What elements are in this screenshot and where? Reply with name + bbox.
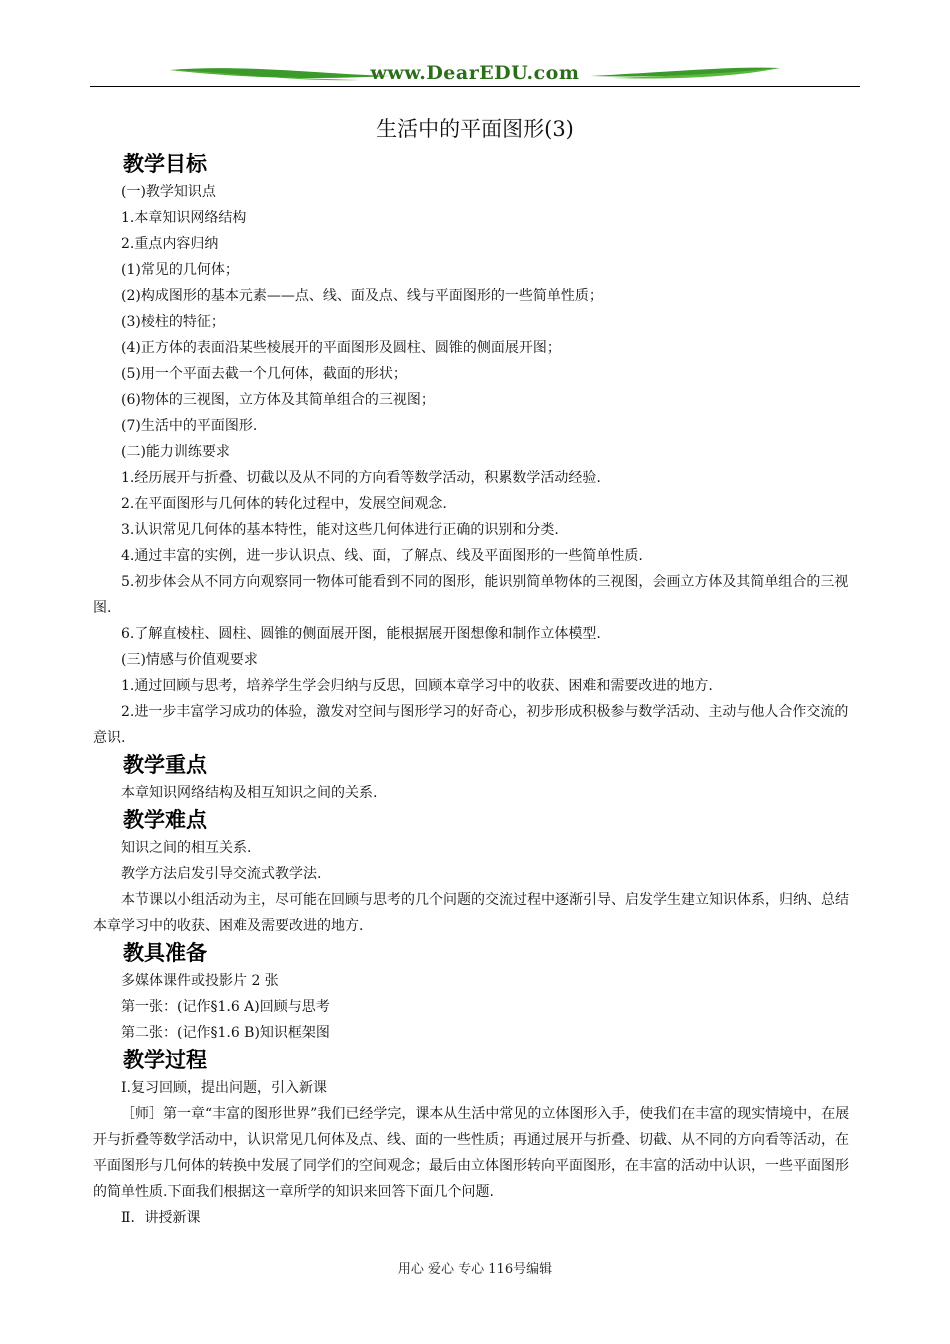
paragraph: 5.初步体会从不同方向观察同一物体可能看到不同的图形，能识别简单物体的三视图，会画立方体及其简单组合的三视图. bbox=[93, 574, 849, 616]
section-heading-difficulties: 教学难点 bbox=[123, 808, 207, 832]
paragraph: ［师］第一章“丰富的图形世界”我们已经学完，课本从生活中常见的立体图形入手，使我们在丰富的现实情境中，在展开与折叠等数学活动中，认识常见几何体及点、线、面的一些性质；再通过展开与折叠、切截、从不同的方向看等活动，在平面图形与几何体的转换中发展了同学们的空间观念；最后由立体图形转向平面图形，在丰富的活动中认识，一些平面图形的简单性质.下面我们根据这一章所学的知识来回答下面几个问题. bbox=[93, 1106, 850, 1200]
paragraph: 3.认识常见几何体的基本特性，能对这些几何体进行正确的识别和分类. bbox=[121, 522, 559, 538]
paragraph: Ⅰ.复习回顾，提出问题，引入新课 bbox=[121, 1080, 327, 1096]
paragraph: (5)用一个平面去截一个几何体，截面的形状； bbox=[121, 366, 407, 382]
page-header bbox=[90, 58, 860, 90]
paragraph: 2.在平面图形与几何体的转化过程中，发展空间观念. bbox=[121, 496, 447, 512]
paragraph: 知识之间的相互关系. bbox=[121, 840, 252, 856]
paragraph: (6)物体的三视图，立方体及其简单组合的三视图； bbox=[121, 392, 435, 408]
page-footer: 用心 爱心 专心 116号编辑 bbox=[397, 1262, 553, 1277]
paragraph: (7)生活中的平面图形. bbox=[121, 418, 258, 434]
paragraph: 第一张：(记作§1.6 A)回顾与思考 bbox=[121, 999, 330, 1015]
paragraph: (4)正方体的表面沿某些棱展开的平面图形及圆柱、圆锥的侧面展开图； bbox=[121, 340, 561, 356]
section-heading-materials: 教具准备 bbox=[123, 941, 207, 965]
document-body bbox=[93, 150, 861, 1231]
paragraph: 1.经历展开与折叠、切截以及从不同的方向看等数学活动，积累数学活动经验. bbox=[121, 470, 601, 486]
paragraph: 1.本章知识网络结构 bbox=[121, 210, 247, 226]
paragraph: (一)教学知识点 bbox=[121, 184, 216, 200]
paragraph: 4.通过丰富的实例，进一步认识点、线、面，了解点、线及平面图形的一些简单性质. bbox=[121, 548, 643, 564]
section-heading-objectives: 教学目标 bbox=[123, 152, 207, 176]
section-heading-process: 教学过程 bbox=[123, 1048, 207, 1072]
paragraph: 教学方法启发引导交流式教学法. bbox=[121, 866, 322, 882]
paragraph: (二)能力训练要求 bbox=[121, 444, 230, 460]
section-heading-key-points: 教学重点 bbox=[123, 753, 207, 777]
paragraph: 2.进一步丰富学习成功的体验，激发对空间与图形学习的好奇心，初步形成积极参与数学活动、主动与他人合作交流的意识. bbox=[93, 704, 849, 746]
paragraph: 6.了解直棱柱、圆柱、圆锥的侧面展开图，能根据展开图想像和制作立体模型. bbox=[121, 626, 601, 642]
paragraph: (3)棱柱的特征； bbox=[121, 314, 225, 330]
paragraph: 第二张：(记作§1.6 B)知识框架图 bbox=[121, 1025, 330, 1041]
site-logo-text: www.DearEDU.com bbox=[370, 62, 580, 84]
paragraph: (2)构成图形的基本元素——点、线、面及点、线与平面图形的一些简单性质； bbox=[121, 288, 603, 304]
paragraph: (1)常见的几何体； bbox=[121, 262, 239, 278]
page-title: 生活中的平面图形(3) bbox=[376, 117, 574, 141]
paragraph: 本节课以小组活动为主，尽可能在回顾与思考的几个问题的交流过程中逐渐引导、启发学生建立知识体系，归纳、总结本章学习中的收获、困难及需要改进的地方. bbox=[93, 892, 849, 934]
paragraph: 本章知识网络结构及相互知识之间的关系. bbox=[121, 785, 378, 801]
header-divider bbox=[90, 86, 860, 87]
paragraph: (三)情感与价值观要求 bbox=[121, 652, 258, 668]
paragraph: 1.通过回顾与思考，培养学生学会归纳与反思，回顾本章学习中的收获、困难和需要改进的地方. bbox=[121, 678, 713, 694]
paragraph: Ⅱ．讲授新课 bbox=[121, 1210, 201, 1226]
paragraph: 多媒体课件或投影片 2 张 bbox=[121, 973, 279, 989]
paragraph: 2.重点内容归纳 bbox=[121, 236, 219, 252]
